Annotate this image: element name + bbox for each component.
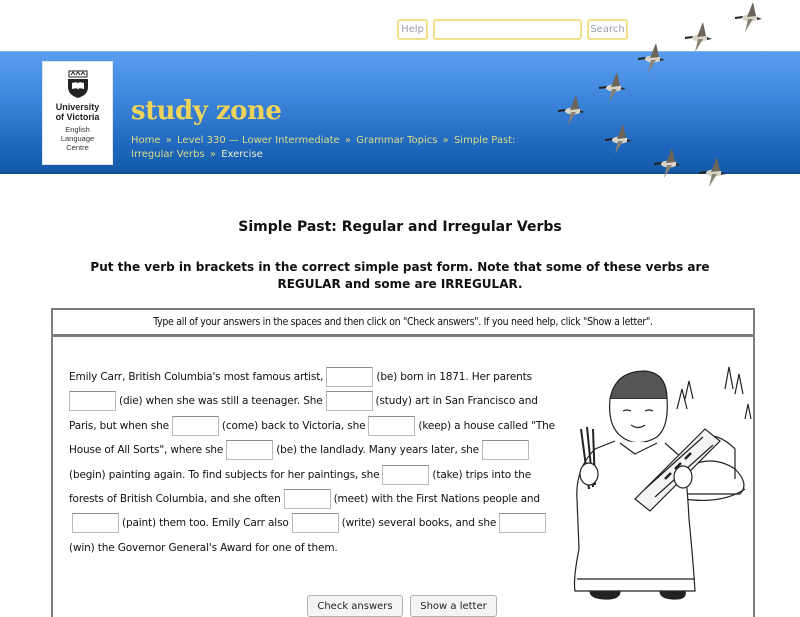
search-input[interactable] bbox=[433, 19, 582, 40]
answer-gap-10[interactable] bbox=[72, 513, 119, 533]
help-text: Type all of your answers in the spaces and then click on "Check answers". If you need help, click "Show a letter". bbox=[153, 316, 653, 328]
help-text-box bbox=[51, 308, 755, 337]
goose-icon bbox=[636, 41, 670, 75]
exercise-instructions: Put the verb in brackets in the correct simple past form. Note that some of these verbs are REGULAR and some are IRREGULAR. bbox=[90, 260, 710, 291]
answer-gap-2[interactable] bbox=[69, 391, 116, 411]
emily-carr-illustration bbox=[565, 359, 755, 599]
breadcrumb-grammar-topics[interactable]: Grammar Topics bbox=[356, 135, 438, 146]
site-title: study zone bbox=[131, 96, 282, 126]
page-title: Simple Past: Regular and Irregular Verbs bbox=[238, 219, 562, 235]
breadcrumb-separator: » bbox=[165, 135, 172, 146]
answer-gap-5[interactable] bbox=[368, 416, 415, 436]
breadcrumb-current: Exercise bbox=[221, 149, 263, 160]
exercise-passage: Emily Carr, British Columbia's most famous artist, (be) born in 1871. Her parents (die) when she was still a teenager. She (study) art in San Francisco and Paris, but when she (come) back to Victoria, she (keep) a house called "The House of All Sorts", where she (be) the landlady. Many years later, she (begin) painting again. To find subjects for her paintings, she (take) trips into the forests of British Columbia, and she often (meet) with the First Nations people and(paint) them too. Emily Carr also (write) several books, and she(win) the Governor General's Award for one of them. bbox=[69, 365, 565, 560]
breadcrumb bbox=[131, 134, 551, 162]
breadcrumb-separator: » bbox=[344, 135, 352, 146]
crest-icon bbox=[67, 71, 89, 98]
breadcrumb-simple-past[interactable]: Simple Past: Irregular Verbs bbox=[131, 135, 516, 160]
check-answers-button[interactable]: Check answers bbox=[307, 595, 403, 617]
answer-gap-7[interactable] bbox=[482, 440, 529, 460]
logo-university-name: University of Victoria bbox=[55, 102, 100, 122]
breadcrumb-level[interactable]: Level 330 — Lower Intermediate bbox=[177, 135, 340, 146]
university-logo[interactable] bbox=[42, 61, 113, 165]
goose-icon bbox=[697, 155, 731, 189]
answer-gap-11[interactable] bbox=[292, 513, 339, 533]
breadcrumb-separator: » bbox=[442, 135, 449, 146]
show-letter-button[interactable]: Show a letter bbox=[410, 595, 497, 617]
answer-gap-8[interactable] bbox=[382, 465, 429, 485]
search-button[interactable]: Search bbox=[587, 19, 628, 40]
logo-department-name: English Language Centre bbox=[60, 125, 95, 152]
goose-icon bbox=[683, 20, 717, 54]
goose-icon bbox=[556, 93, 590, 127]
answer-gap-12[interactable] bbox=[499, 513, 546, 533]
goose-icon bbox=[597, 70, 631, 104]
breadcrumb-separator: » bbox=[209, 149, 217, 160]
top-search-bar bbox=[0, 0, 800, 51]
goose-icon bbox=[733, 0, 767, 34]
answer-gap-6[interactable] bbox=[226, 440, 273, 460]
answer-gap-1[interactable] bbox=[326, 367, 373, 387]
answer-gap-3[interactable] bbox=[326, 391, 373, 411]
answer-gap-4[interactable] bbox=[172, 416, 219, 436]
goose-icon bbox=[603, 122, 637, 156]
answer-gap-9[interactable] bbox=[284, 489, 331, 509]
goose-icon bbox=[652, 146, 686, 180]
breadcrumb-home[interactable]: Home bbox=[131, 135, 161, 146]
exercise-box bbox=[51, 337, 755, 617]
help-button[interactable]: Help bbox=[397, 19, 428, 40]
